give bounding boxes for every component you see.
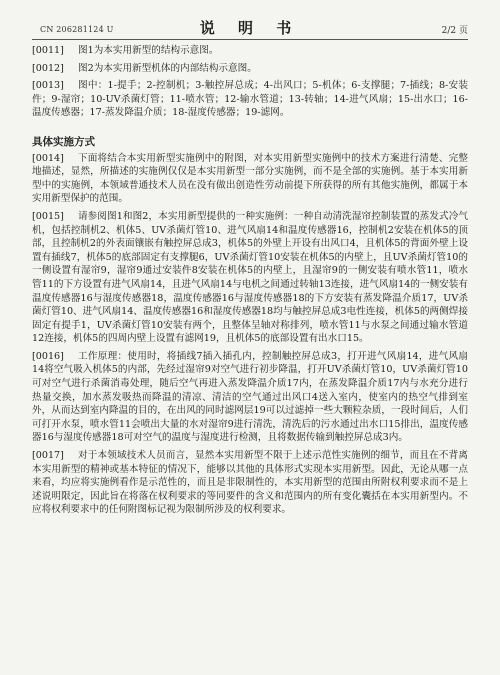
page-number: 2/2 页 bbox=[441, 26, 468, 36]
paragraph-0014 bbox=[32, 152, 468, 206]
paragraph-number: [0017] bbox=[32, 450, 64, 462]
paragraph-text: 请参阅图1和图2，本实用新型提供的一种实施例：一种自动清洗湿帘控制装置的蒸发式冷气机，包括控制机2、机体5、UV杀菌灯管10、进气风扇14和温度传感器16，控制机2安装在机体5的顶部，且控制机2的外表面镶嵌有触控屏总成3，机体5的外壁上开设有出风口4，且机体5的背面外壁上设置有插线7，机体5的底部固定有支撑腿6，UV杀菌灯管10安装在机体5的内壁上，且UV杀菌灯管10的一侧设置有湿帘9，湿帘9通过安装件8安装在机体5的内壁上，且湿帘9的一侧安装有喷水管11，喷水管11的下方设置有进气风扇14，且进气风扇14与电机之间通过转轴13连接，进气风扇14的一侧安装有温度传感器16与湿度传感器18，温度传感器16与湿度传感器18的下方安装有蒸发降温介质17，UV杀菌灯管10、进气风扇14、温度传感器16和湿度传感器18均与触控屏总成3电性连接，机体5的两侧焊接固定有提手1，UV杀菌灯管10安装有两个，且整体呈轴对称排列，喷水管11与水泵之间通过输水管道12连接，机体5的四周内壁上设置有滤网19，且机体5的底部设置有出水口15。 bbox=[32, 210, 468, 345]
paragraph-0012 bbox=[32, 62, 468, 76]
paragraph-0015 bbox=[32, 210, 468, 346]
paragraph-text: 图中：1-提手；2-控制机；3-触控屏总成；4-出风口；5-机体；6-支撑腿；7-插线；8-安装件；9-湿帘；10-UV杀菌灯管；11-喷水管；12-输水管道；13-转轴；14-进气风扇；15-出水口；16-温度传感器；17-蒸发降温介质；18-湿度传感器；19-滤网。 bbox=[32, 80, 468, 119]
section-heading: 具体实施方式 bbox=[32, 135, 95, 148]
paragraph-text: 图1为本实用新型的结构示意图。 bbox=[78, 45, 219, 56]
paragraph-number: [0012] bbox=[32, 62, 64, 74]
paragraph-0016 bbox=[32, 350, 468, 445]
paragraph-text: 下面将结合本实用新型实施例中的附图，对本实用新型实施例中的技术方案进行清楚、完整地描述，显然，所描述的实施例仅仅是本实用新型一部分实施例，而不是全部的实施例。基于本实用新型中的实施例，本领域普通技术人员在没有做出创造性劳动前提下所获得的所有其他实施例，都属于本实用新型保护的范围。 bbox=[32, 152, 468, 205]
header-rule bbox=[32, 39, 468, 40]
paragraph-number: [0011] bbox=[32, 45, 64, 56]
paragraph-number: [0013] bbox=[32, 80, 64, 92]
page-title: 说 明 书 bbox=[199, 19, 301, 37]
paragraph-number: [0016] bbox=[32, 350, 64, 362]
patent-number: CN 206281124 U bbox=[40, 25, 114, 34]
paragraph-0013 bbox=[32, 79, 468, 120]
paragraph-text: 图2为本实用新型机体的内部结构示意图。 bbox=[78, 62, 257, 74]
paragraph-text: 工作原理：使用时，将插线7插入插孔内，控制触控屏总成3，打开进气风扇14，进气风扇14将空气吸入机体5的内部，先经过湿帘9对空气进行初步降温，打开UV杀菌灯管10，UV杀菌灯管10可对空气进行杀菌消毒处理，随后空气再进入蒸发降温介质17内，在蒸发降温介质17内与水充分进行热量交换，加水蒸发吸热而降温的清凉、清洁的空气通过出风口4送入室内，使室内的热空气排到室外，从而达到室内降温的目的，在出风的同时滤网层19可以过滤掉一些大颗粒杂质，一段时间后，人们可打开水泵，喷水管11会喷出大量的水对湿帘9进行清洗，清洗后的污水通过出水口15排出，温度传感器16与湿度传感器18可对空气的温度与湿度进行检测，且将数据传输到触控屏总成3内。 bbox=[32, 350, 468, 444]
paragraph-0017 bbox=[32, 449, 468, 517]
paragraph-0011 bbox=[32, 44, 468, 58]
paragraph-text: 对于本领域技术人员而言，显然本实用新型不限于上述示范性实施例的细节，而且在不背离本实用新型的精神或基本特征的情况下，能够以其他的具体形式实现本实用新型。因此，无论从哪一点来看，均应将实施例看作是示范性的，而且是非限制性的，本实用新型的范围由所附权利要求而不是上述说明限定，因此旨在将落在权利要求的等同要件的含义和范围内的所有变化囊括在本实用新型内。不应将权利要求中的任何附图标记视为限制所涉及的权利要求。 bbox=[32, 450, 468, 516]
document-body bbox=[32, 44, 468, 517]
paragraph-number: [0015] bbox=[32, 210, 64, 222]
paragraph-number: [0014] bbox=[32, 152, 64, 164]
